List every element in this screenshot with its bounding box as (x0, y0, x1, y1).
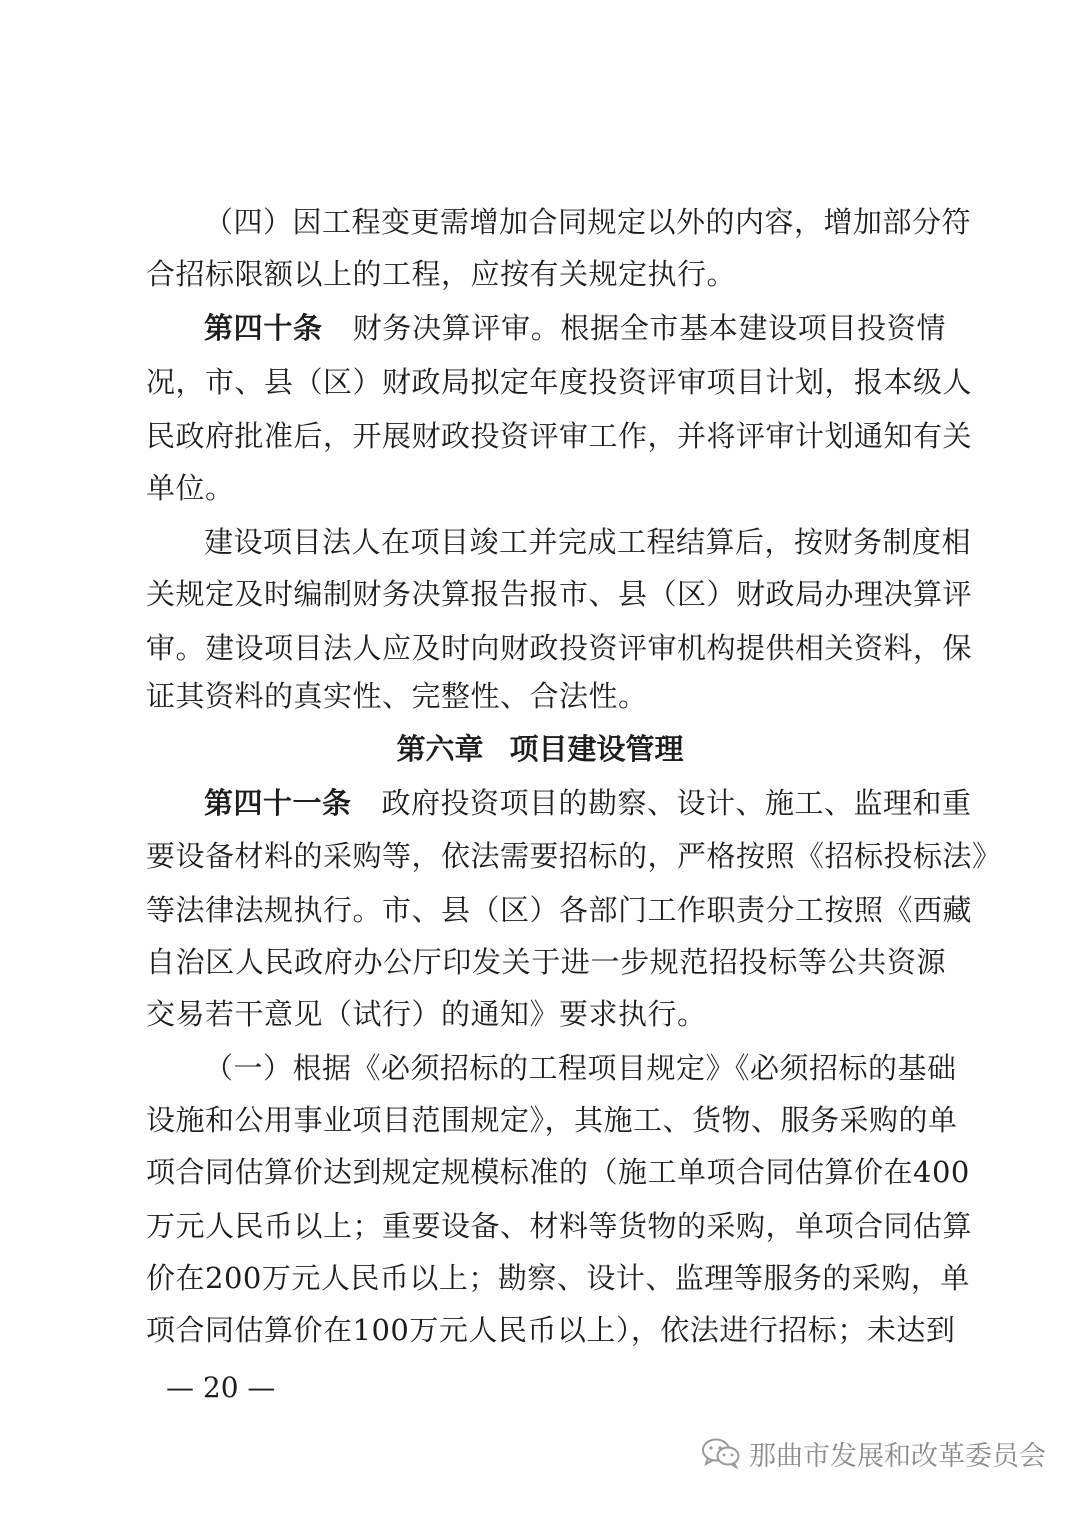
paragraph-line: 要设备材料的采购等，依法需要招标的，严格按照《招标投标法》 (146, 839, 1002, 873)
chapter-heading (0, 723, 1080, 775)
paragraph-line: （四）因工程变更需增加合同规定以外的内容，增加部分符 (204, 205, 972, 239)
paragraph-line: 万元人民币以上；重要设备、材料等货物的采购，单项合同估算 (146, 1209, 973, 1243)
article-40-heading: 第四十条 (204, 311, 323, 345)
article-41-heading: 第四十一条 (204, 786, 352, 820)
chapter-title: 项目建设管理 (509, 732, 684, 766)
paragraph-line: 证其资料的真实性、完整性、合法性。 (146, 679, 648, 713)
paragraph-line: （一）根据《必须招标的工程项目规定》《必须招标的基础 (204, 1051, 957, 1085)
wechat-icon (701, 1437, 741, 1469)
watermark-text: 那曲市发展和改革委员会 (749, 1440, 1046, 1472)
paragraph-line: 设施和公用事业项目范围规定》，其施工、货物、服务采购的单 (146, 1103, 958, 1137)
watermark (701, 1428, 1046, 1478)
paragraph-line: 价在200万元人民币以上；勘察、设计、监理等服务的采购，单 (146, 1261, 970, 1295)
article-40-first-line (204, 302, 946, 354)
paragraph-line: 项合同估算价在100万元人民币以上），依法进行招标；未达到 (146, 1313, 956, 1347)
paragraph-line: 项合同估算价达到规定规模标准的（施工单项合同估算价在400 (146, 1155, 970, 1189)
paragraph-line: 建设项目法人在项目竣工并完成工程结算后，按财务制度相 (204, 525, 972, 559)
paragraph-line: 关规定及时编制财务决算报告报市、县（区）财政局办理决算评 (146, 577, 973, 611)
paragraph-line: 单位。 (146, 471, 235, 505)
paragraph-line: 况，市、县（区）财政局拟定年度投资评审项目计划，报本级人 (146, 365, 973, 399)
paragraph-line: 交易若干意见（试行）的通知》要求执行。 (146, 997, 707, 1031)
paragraph-line: 民政府批准后，开展财政投资评审工作，并将评审计划通知有关 (146, 419, 973, 453)
paragraph-line: 审。建设项目法人应及时向财政投资评审机构提供相关资料，保 (146, 631, 973, 665)
article-41-first-line (204, 777, 972, 829)
article-41-text: 政府投资项目的勘察、设计、施工、监理和重 (381, 786, 972, 820)
paragraph-line: 等法律法规执行。市、县（区）各部门工作职责分工按照《西藏 (146, 893, 973, 927)
chapter-number: 第六章 (396, 732, 484, 766)
article-40-text: 财务决算评审。根据全市基本建设项目投资情 (352, 311, 946, 345)
page-number: — 20 — (166, 1371, 276, 1404)
paragraph-line: 自治区人民政府办公厅印发关于进一步规范招投标等公共资源 (146, 945, 946, 979)
paragraph-line: 合招标限额以上的工程，应按有关规定执行。 (146, 257, 737, 291)
